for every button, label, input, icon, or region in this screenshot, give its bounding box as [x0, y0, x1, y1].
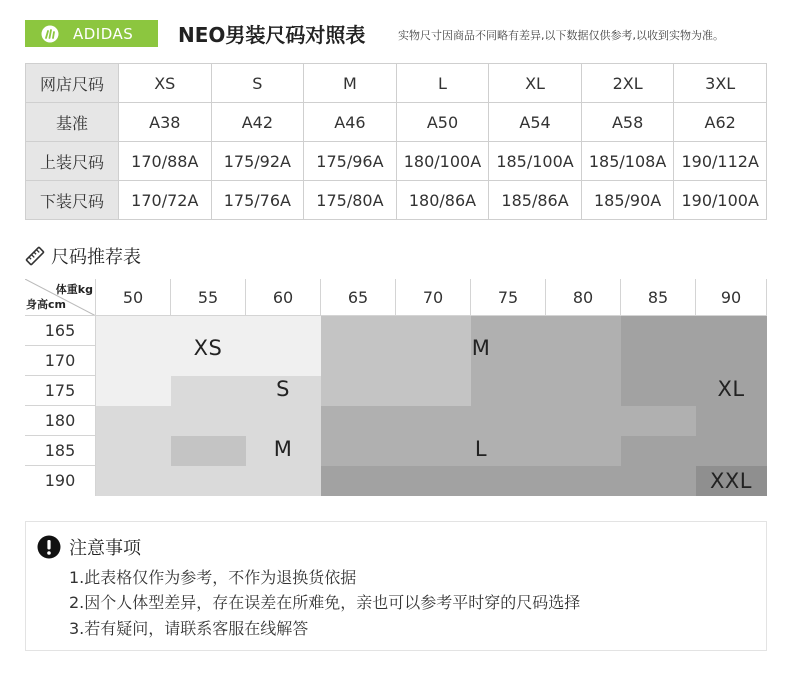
size-zone-cell: [621, 406, 696, 436]
grid-corner-header: [25, 279, 96, 316]
brand-name: ADIDAS: [73, 24, 134, 43]
zone-label-l: L: [474, 437, 488, 461]
size-zone-cell: [171, 466, 246, 496]
recommend-title: 尺码推荐表: [51, 247, 141, 268]
notes-box: [25, 521, 767, 651]
size-zone-cell: [96, 376, 171, 406]
weight-header: 80: [546, 279, 621, 316]
size-table-row: [26, 142, 767, 181]
recommend-section-title: [25, 243, 141, 269]
weight-header: 60: [246, 279, 321, 316]
note-item-2: 2.因个人体型差异，存在误差在所难免，亲也可以参考平时穿的尺码选择: [69, 593, 581, 612]
size-cell: M: [304, 64, 397, 103]
size-zone-cell: [321, 406, 396, 436]
size-cell: 185/90A: [581, 181, 674, 220]
zone-label-xl: XL: [717, 377, 745, 401]
weight-header: 90: [696, 279, 767, 316]
height-header: 175: [25, 376, 96, 406]
size-zone-cell: [621, 346, 696, 376]
weight-axis-label: 体重kg: [55, 283, 93, 296]
size-cell: 175/80A: [304, 181, 397, 220]
size-zone-cell: [471, 466, 546, 496]
height-header: 190: [25, 466, 96, 496]
size-zone-cell: [96, 346, 171, 376]
height-axis-label: 身高cm: [26, 298, 66, 311]
size-zone-cell: [621, 436, 696, 466]
size-zone-cell: [171, 376, 246, 406]
size-cell: A42: [211, 103, 304, 142]
size-cell: A50: [396, 103, 489, 142]
weight-header: 85: [621, 279, 696, 316]
brand-badge: [25, 20, 158, 47]
size-zone-cell: [621, 466, 696, 496]
height-header: 185: [25, 436, 96, 466]
size-zone-cell: [546, 376, 621, 406]
size-zone-cell: [621, 376, 696, 406]
size-table-row: [26, 103, 767, 142]
size-zone-cell: [546, 436, 621, 466]
note-item-3: 3.若有疑问，请联系客服在线解答: [69, 619, 309, 638]
size-zone-cell: [471, 406, 546, 436]
size-zone-cell: [321, 316, 396, 346]
size-zone-cell: [696, 436, 767, 466]
zone-label-xs: XS: [193, 336, 223, 360]
size-zone-cell: [321, 466, 396, 496]
size-zone-cell: [96, 406, 171, 436]
size-cell: A62: [674, 103, 767, 142]
notes-title: [37, 534, 141, 560]
size-cell: L: [396, 64, 489, 103]
size-zone-cell: [396, 436, 471, 466]
size-cell: A38: [119, 103, 212, 142]
size-cell: 175/96A: [304, 142, 397, 181]
size-table: [25, 63, 767, 220]
size-zone-cell: [246, 346, 321, 376]
size-cell: 190/100A: [674, 181, 767, 220]
page-title: NEO男装尺码对照表: [178, 23, 366, 47]
size-cell: 180/100A: [396, 142, 489, 181]
size-zone-cell: [396, 466, 471, 496]
recommend-grid: [25, 279, 767, 496]
size-cell: 185/100A: [489, 142, 582, 181]
size-row-header: 下装尺码: [26, 181, 119, 220]
height-header: 170: [25, 346, 96, 376]
size-cell: 175/76A: [211, 181, 304, 220]
size-zone-cell: [546, 406, 621, 436]
size-zone-cell: [696, 346, 767, 376]
size-cell: 3XL: [674, 64, 767, 103]
size-cell: 170/72A: [119, 181, 212, 220]
weight-header: 75: [471, 279, 546, 316]
zone-label-m-upper: M: [471, 336, 491, 360]
height-header: 180: [25, 406, 96, 436]
header-note: 实物尺寸因商品不同略有差异,以下数据仅供参考,以收到实物为准。: [398, 29, 724, 42]
size-zone-cell: [321, 436, 396, 466]
size-zone-cell: [321, 376, 396, 406]
size-cell: XL: [489, 64, 582, 103]
size-zone-cell: [96, 466, 171, 496]
weight-header: 70: [396, 279, 471, 316]
size-zone-cell: [171, 436, 246, 466]
size-cell: 190/112A: [674, 142, 767, 181]
size-cell: A54: [489, 103, 582, 142]
size-zone-cell: [546, 346, 621, 376]
size-zone-cell: [396, 376, 471, 406]
size-table-row: [26, 181, 767, 220]
size-cell: 2XL: [581, 64, 674, 103]
ruler-icon: [25, 246, 45, 266]
zone-label-s: S: [276, 377, 290, 401]
size-zone-cell: [696, 316, 767, 346]
size-zone-cell: [321, 346, 396, 376]
size-cell: 170/88A: [119, 142, 212, 181]
size-zone-cell: [696, 406, 767, 436]
size-zone-cell: [171, 406, 246, 436]
size-zone-cell: [396, 346, 471, 376]
size-row-header: 上装尺码: [26, 142, 119, 181]
size-zone-cell: [396, 316, 471, 346]
size-cell: A58: [581, 103, 674, 142]
size-row-header: 基准: [26, 103, 119, 142]
weight-header: 55: [171, 279, 246, 316]
size-cell: XS: [119, 64, 212, 103]
zone-label-m-lower: M: [273, 437, 293, 461]
note-item-1: 1.此表格仅作为参考，不作为退换货依据: [69, 568, 357, 587]
size-zone-cell: [546, 316, 621, 346]
zone-label-xxl: XXL: [710, 469, 752, 493]
size-cell: A46: [304, 103, 397, 142]
size-zone-cell: [396, 406, 471, 436]
size-cell: 185/108A: [581, 142, 674, 181]
size-zone-cell: [471, 376, 546, 406]
notes-title-text: 注意事项: [69, 538, 141, 559]
size-row-header: 网店尺码: [26, 64, 119, 103]
height-header: 165: [25, 316, 96, 346]
size-zone-cell: [246, 316, 321, 346]
size-zone-cell: [246, 406, 321, 436]
weight-header: 50: [96, 279, 171, 316]
adidas-logo-icon: [41, 25, 59, 43]
size-zone-cell: [246, 466, 321, 496]
size-cell: 175/92A: [211, 142, 304, 181]
exclamation-icon: [37, 535, 61, 559]
size-zone-cell: [546, 466, 621, 496]
size-cell: 180/86A: [396, 181, 489, 220]
weight-header: 65: [321, 279, 396, 316]
size-zone-cell: [96, 436, 171, 466]
size-zone-cell: [621, 316, 696, 346]
size-cell: 185/86A: [489, 181, 582, 220]
size-cell: S: [211, 64, 304, 103]
size-zone-cell: [96, 316, 171, 346]
size-table-row: [26, 64, 767, 103]
